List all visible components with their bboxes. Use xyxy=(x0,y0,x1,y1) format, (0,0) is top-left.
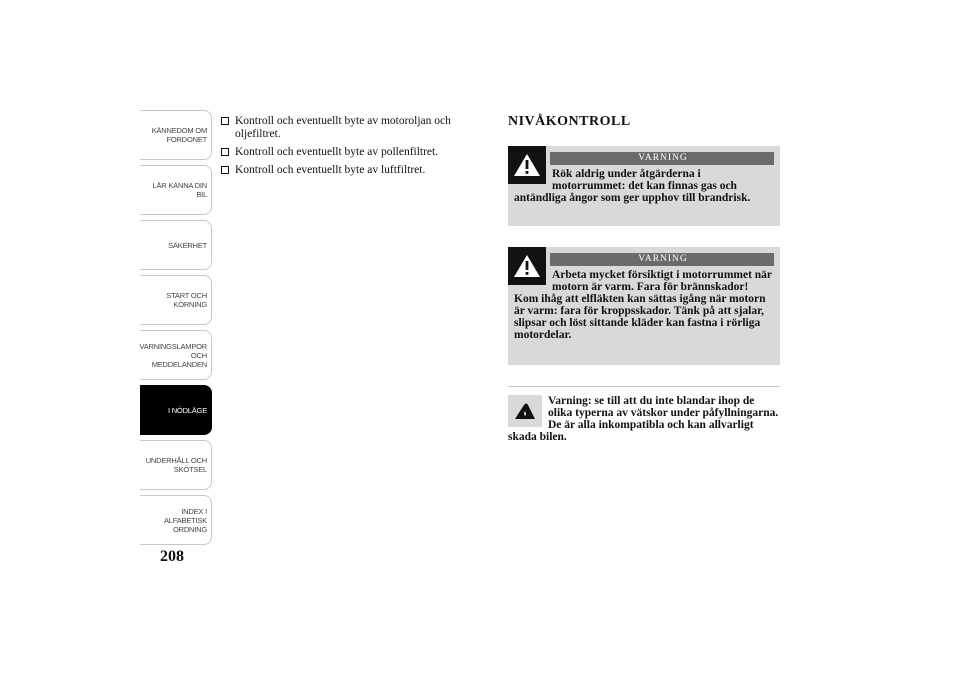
fluid-warning-icon xyxy=(508,395,542,427)
tab-i-nodlage[interactable]: I NÖDLÄGE xyxy=(140,385,212,435)
tab-sakerhet[interactable]: SÄKERHET xyxy=(140,220,212,270)
tab-kannedom-om-fordonet[interactable]: KÄNNEDOM OM FORDONET xyxy=(140,110,212,160)
tab-varningslampor[interactable]: VARNINGSLAMPOR OCH MEDDELANDEN xyxy=(140,330,212,380)
warning-box xyxy=(508,146,780,226)
tab-underhall-och-skotsel[interactable]: UNDERHÅLL OCH SKÖTSEL xyxy=(140,440,212,490)
section-title: NIVÅKONTROLL xyxy=(508,114,631,129)
warning-text: Arbeta mycket försiktigt i motorrummet när motorn är varm. Fara för brännskador! Kom ihåg att elfläkten kan sättas igång när motorn är varm: fara för kroppsskador. Tänk på att sjalar, slipsar och löst sittande kläder kan fastna i rörliga motordelar. xyxy=(514,269,772,341)
warning-box xyxy=(508,247,780,365)
maintenance-checklist xyxy=(220,115,490,182)
tab-index[interactable]: INDEX I ALFABETISK ORDNING xyxy=(140,495,212,545)
tab-lar-kanna-din-bil[interactable]: LÄR KÄNNA DIN BIL xyxy=(140,165,212,215)
checkbox-icon xyxy=(221,148,229,156)
page-number: 208 xyxy=(160,548,184,565)
list-item: Kontroll och eventuellt byte av pollenfiltret. xyxy=(220,146,490,159)
checkbox-icon xyxy=(221,166,229,174)
warning-label: VARNING xyxy=(550,152,774,165)
warning-text: Rök aldrig under åtgärderna i motorrummet: det kan finnas gas och antändliga ångor som ger upphov till brandrisk. xyxy=(514,168,751,204)
fluid-note xyxy=(508,386,780,443)
list-item: Kontroll och eventuellt byte av motoroljan och oljefiltret. xyxy=(220,115,490,141)
list-item: Kontroll och eventuellt byte av luftfiltret. xyxy=(220,164,490,177)
warning-triangle-icon xyxy=(508,247,546,285)
checkbox-icon xyxy=(221,117,229,125)
warning-triangle-icon xyxy=(508,146,546,184)
note-text: Varning: se till att du inte blandar ihop de olika typerna av vätskor under påfyllningarna. De är alla inkompatibla och kan allvarligt skada bilen. xyxy=(508,395,779,443)
tab-start-och-korning[interactable]: START OCH KÖRNING xyxy=(140,275,212,325)
warning-label: VARNING xyxy=(550,253,774,266)
